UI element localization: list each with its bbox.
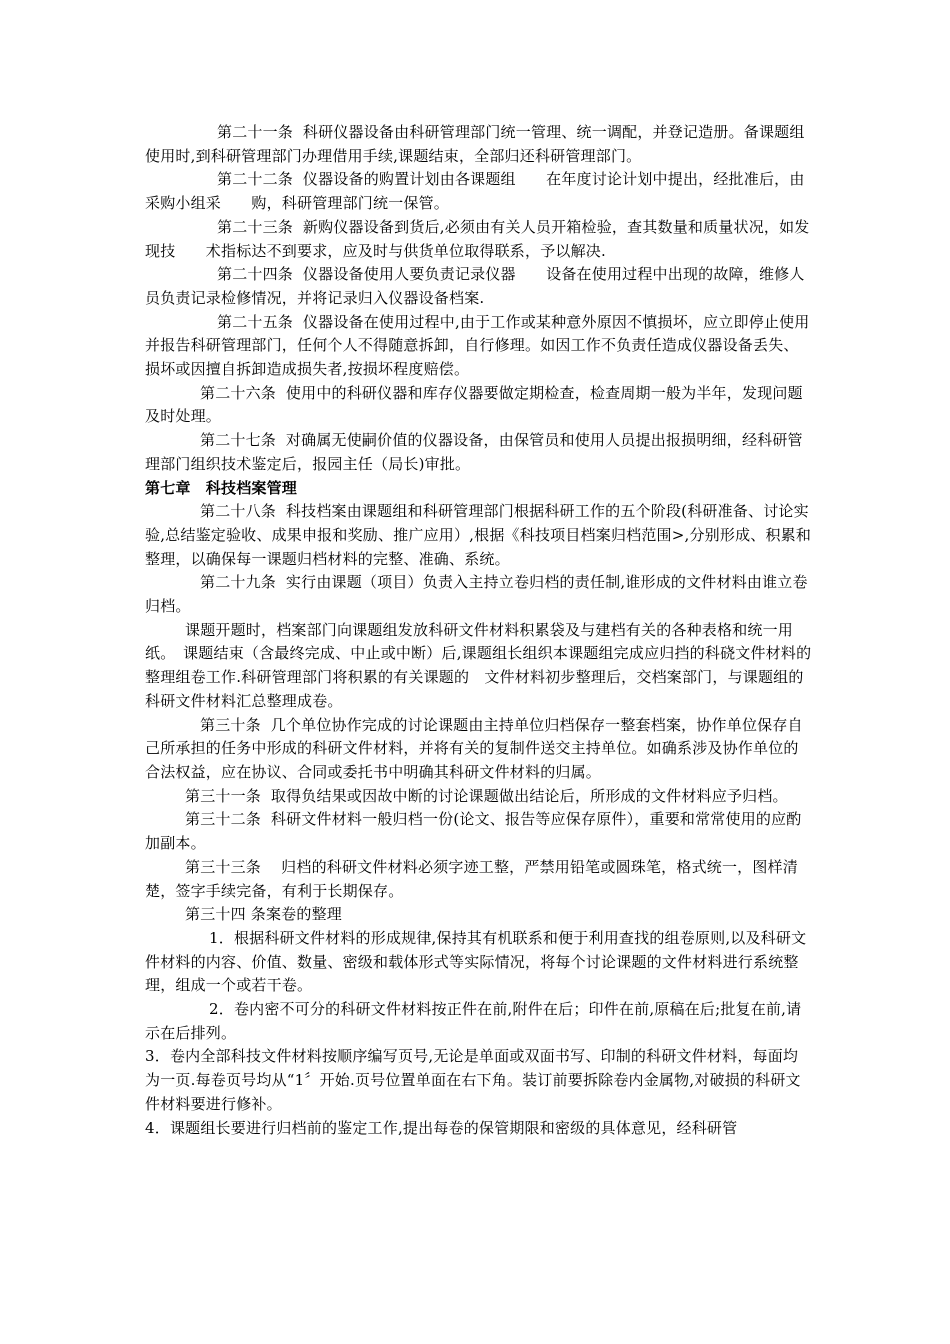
article-30: 第三十条 几个单位协作完成的讨论课题由主持单位归档保存一整套档案，协作单位保存自己所承担的任务中形成的科研文件材料，并将有关的复制件送交主持单位。如确系涉及协作单位的合法权益，应在协议、合同或委托书中明确其科研文件材料的归属。 xyxy=(145,715,803,781)
article-29-detail: 课题开题时，档案部门向课题组发放科研文件材料积累袋及与建档有关的各种表格和统一用纸。 课题结束（含最终完成、中止或中断）后,课题组长组织本课题组完成应归挡的科硗文件材料的整理组卷工作.科研管理部门将积累的有关课题的 文件材料初步整理后，交档案部门，与课题组的科研文件材料汇总整理成卷。 xyxy=(145,620,812,710)
article-32: 第三十二条 科研文件材料一般归档一份(论文、报告等应保存原件），重要和常常使用的应酌加副本。 xyxy=(145,810,802,853)
article-25: 第二十五条 仪器设备在使用过程中,由于工作或某种意外原因不慎损坏，应立即停止使用并报告科研管理部门，任何个人不得随意拆卸，自行修理。如因工作不负责任造成仪器设备丢失、损坏或因擅自拆卸造成损失者,按损坏程度赔偿。 xyxy=(145,312,810,379)
article-31: 第三十一条 取得负结果或因故中断的讨论课题做出结论后，所形成的文件材料应予归档。 xyxy=(185,786,788,805)
article-34: 第三十四 条案卷的整理 xyxy=(185,905,342,924)
document-body xyxy=(145,121,813,1140)
article-29: 第二十九条 实行由课题（项目）负责入主持立卷归档的责任制,谁形成的文件材料由谁立卷归档。 xyxy=(145,573,808,616)
article-26: 第二十六条 使用中的科研仪器和库存仪器要做定期检查，检查周期一般为半年，发现问题及时处理。 xyxy=(145,383,803,426)
article-33: 第三十三条 归档的科研文件材料必须字迹工整，严禁用铅笔或圆珠笔，格式统一，图样清楚，签字手续完备，有利于长期保存。 xyxy=(145,857,798,900)
article-34-item-1: 1．根据科研文件材料的形成规律,保持其有机联系和便于利用查找的组卷原则,以及科研文件材料的内容、价值、数量、密级和载体形式等实际情况，将每个讨论课题的文件材料进行系统整理，组成一个或若干卷。 xyxy=(145,928,807,995)
article-28: 第二十八条 科技档案由课题组和科研管理部门根据科研工作的五个阶段(科研准备、讨论实验,总结鉴定验收、成果申报和奖励、推广应用）,根据《科技项目档案归档范围>,分别形成、积累和整理，以确保每一课题归档材料的完整、准确、系统。 xyxy=(145,502,812,568)
article-21: 第二十一条 科研仪器设备由科研管理部门统一管理、统一调配，并登记造册。备课题组使用时,到科研管理部门办理借用手续,课题结束，全部归还科研管理部门。 xyxy=(145,123,805,165)
article-34-item-4: 4．课题组长要进行归档前的鉴定工作,提出每卷的保管期限和密级的具体意见，经科研管 xyxy=(145,1118,738,1137)
article-34-item-3: 3．卷内全部科技文件材料按顺序编写页号,无论是单面或双面书写、印制的科研文件材料，每面均为一页.每卷页号均从“1〞开始.页号位置单面在右下角。装订前要拆除卷内金属物,对破损的科研文件材料要进行修补。 xyxy=(145,1047,801,1113)
article-23: 第二十三条 新购仪器设备到货后,必须由有关人员开箱检验，查其数量和质量状况，如发现技 术指标达不到要求，应及时与供货单位取得联系，予以解决. xyxy=(145,217,810,260)
article-22: 第二十二条 仪器设备的购置计划由各课题组 在年度讨论计划中提出，经批准后，由采购小组采 购，科研管理部门统一保管。 xyxy=(145,170,805,213)
article-27: 第二十七条 对确属无使嗣价值的仪器设备，由保管员和使用人员提出报损明细，经科研管理部门组织技术鉴定后，报园主任（局长)审批。 xyxy=(145,431,803,473)
chapter-7-heading: 第七章 科技档案管理 xyxy=(145,478,298,497)
article-24: 第二十四条 仪器设备使用人要负责记录仪器 设备在使用过程中出现的故障，维修人员负责记录检修情况，并将记录归入仪器设备档案. xyxy=(145,265,805,307)
article-34-item-2: 2．卷内密不可分的科研文件材料按正件在前,附件在后；印件在前,原稿在后;批复在前,请示在后排列。 xyxy=(145,1000,802,1042)
